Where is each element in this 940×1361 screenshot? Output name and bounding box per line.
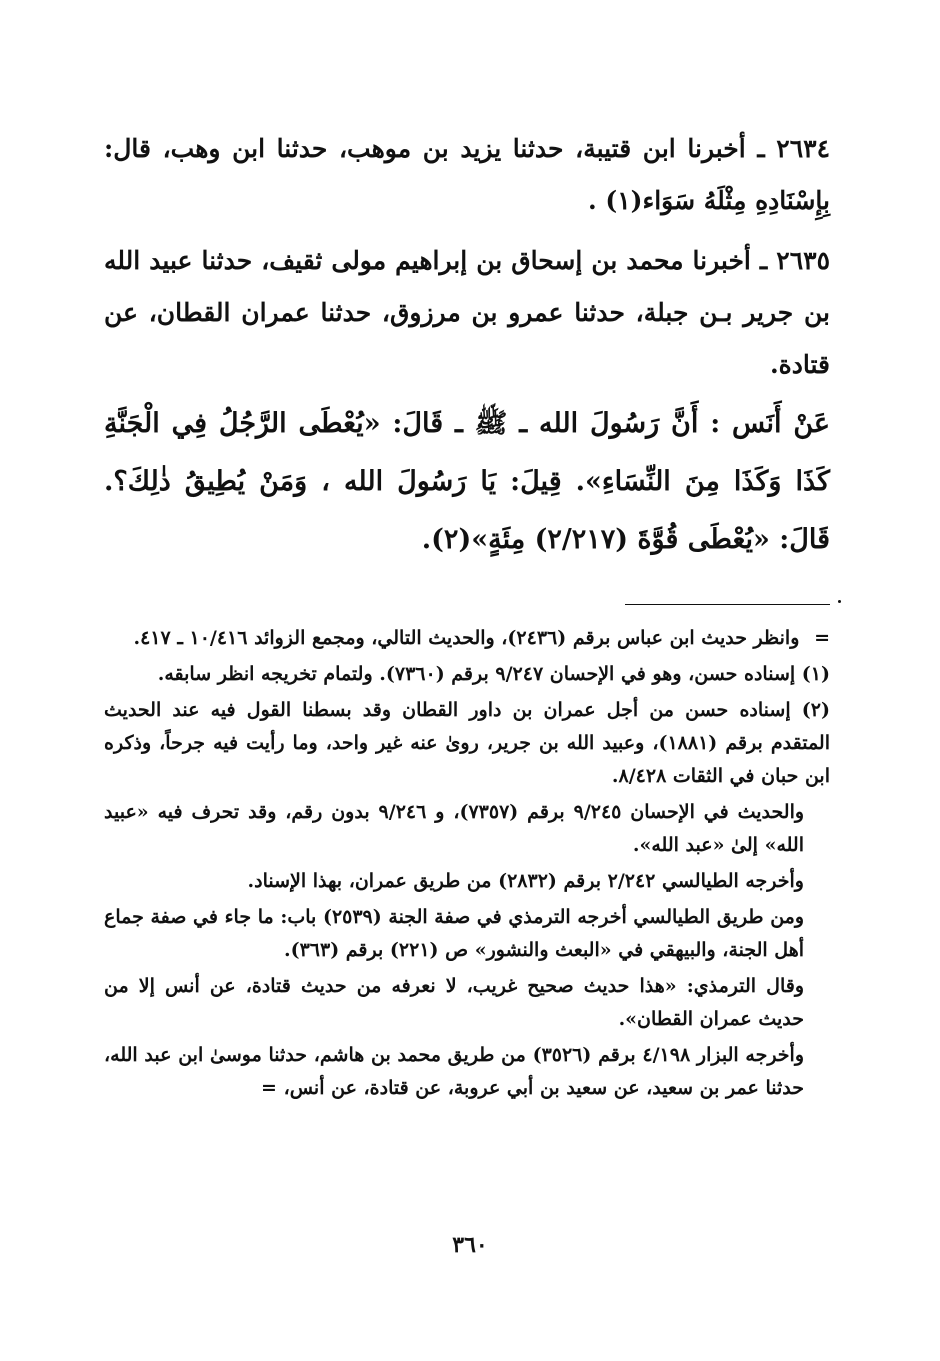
footnote-1-text: إسناده حسن، وهو في الإحسان ٩/٢٤٧ برقم (٧٣٦٠). ولتمام تخريجه انظر سابقه. xyxy=(157,663,796,685)
continuation-marker: = xyxy=(814,627,830,649)
footnote-2-para-3: ومن طريق الطيالسي أخرجه الترمذي في صفة الجنة (٢٥٣٩) باب: ما جاء في صفة جماع أهل الجنة، والبيهقي في «البعث والنشور» ص (٢٢١) برقم (٣٦٣). xyxy=(104,906,805,961)
footnote-1 xyxy=(104,658,830,691)
footnote-2-para-2: وأخرجه الطيالسي ٢/٢٤٢ برقم (٢٨٣٢) من طريق عمران، بهذا الإسناد. xyxy=(247,870,804,892)
footnote-2-text: إسناده حسن من أجل عمران بن داور القطان وقد بسطنا القول فيه عند الحديث المتقدم برقم (١٨٨١)، وعبيد الله بن جرير، روىٰ عنه غير واحد، وما رأيت فيه جرحاً، وذكره ابن حبان في الثقات ٨/٤٢٨. xyxy=(104,699,830,787)
footnote-1-label: (١) xyxy=(801,663,830,685)
page-number: ٣٦٠ xyxy=(452,1232,488,1258)
continuation-text: وانظر حديث ابن عباس برقم (٢٤٣٦)، والحديث التالي، ومجمع الزوائد ١٠/٤١٦ ـ ٤١٧. xyxy=(133,627,800,649)
footnote-2-para-5: وأخرجه البزار ٤/١٩٨ برقم (٣٥٢٦) من طريق محمد بن هاشم، حدثنا موسىٰ ابن عبد الله، حدثنا عمر بن سعيد، عن سعيد بن أبي عروبة، عن قتادة، عن أنس، = xyxy=(104,1044,805,1099)
separator-dot xyxy=(838,600,841,603)
hadith-2634-chain: ٢٦٣٤ ـ أخبرنا ابن قتيبة، حدثنا يزيد بن موهب، حدثنا ابن وهب، قال: بِإِسْنَادِهِ مِثْلَهُ سَوَاء(١) . xyxy=(104,134,830,215)
footnote-2-para-1: والحديث في الإحسان ٩/٢٤٥ برقم (٧٣٥٧)، و ٩/٢٤٦ بدون رقم، وقد تحرف فيه «عبيد الله» إلىٰ «عبد الله». xyxy=(104,801,805,856)
footnote-2-label: (٢) xyxy=(801,699,830,721)
footnote-2 xyxy=(104,694,830,793)
footnote-separator xyxy=(625,604,830,605)
hadith-2635-chain: ٢٦٣٥ ـ أخبرنا محمد بن إسحاق بن إبراهيم مولى ثقيف، حدثنا عبيد الله بن جرير بـن جبلة، حدثنا عمرو بن مرزوق، حدثنا عمران القطان، عن قتادة. xyxy=(104,246,830,379)
main-text xyxy=(104,123,830,569)
footnote-continuation xyxy=(104,622,830,655)
footnote-2-para-4: وقال الترمذي: «هذا حديث صحيح غريب، لا نعرفه من حديث قتادة، عن أنس إلا من حديث عمران القطان». xyxy=(104,975,804,1030)
hadith-text: عَنْ أَنَس : أَنَّ رَسُولَ الله ـ ﷺ ـ قَالَ: «يُعْطَى الرَّجُلُ فِي الْجَنَّةِ كَذَا وَكَذَا مِنَ النِّسَاءِ». قِيلَ: يَا رَسُولَ الله ، وَمَنْ يُطِيقُ ذٰلِكَ؟. قَالَ: «يُعْطَى قُوَّةَ (٢/٢١٧) مِئَةٍ»(٢). xyxy=(104,408,830,555)
footnotes xyxy=(104,622,830,1108)
